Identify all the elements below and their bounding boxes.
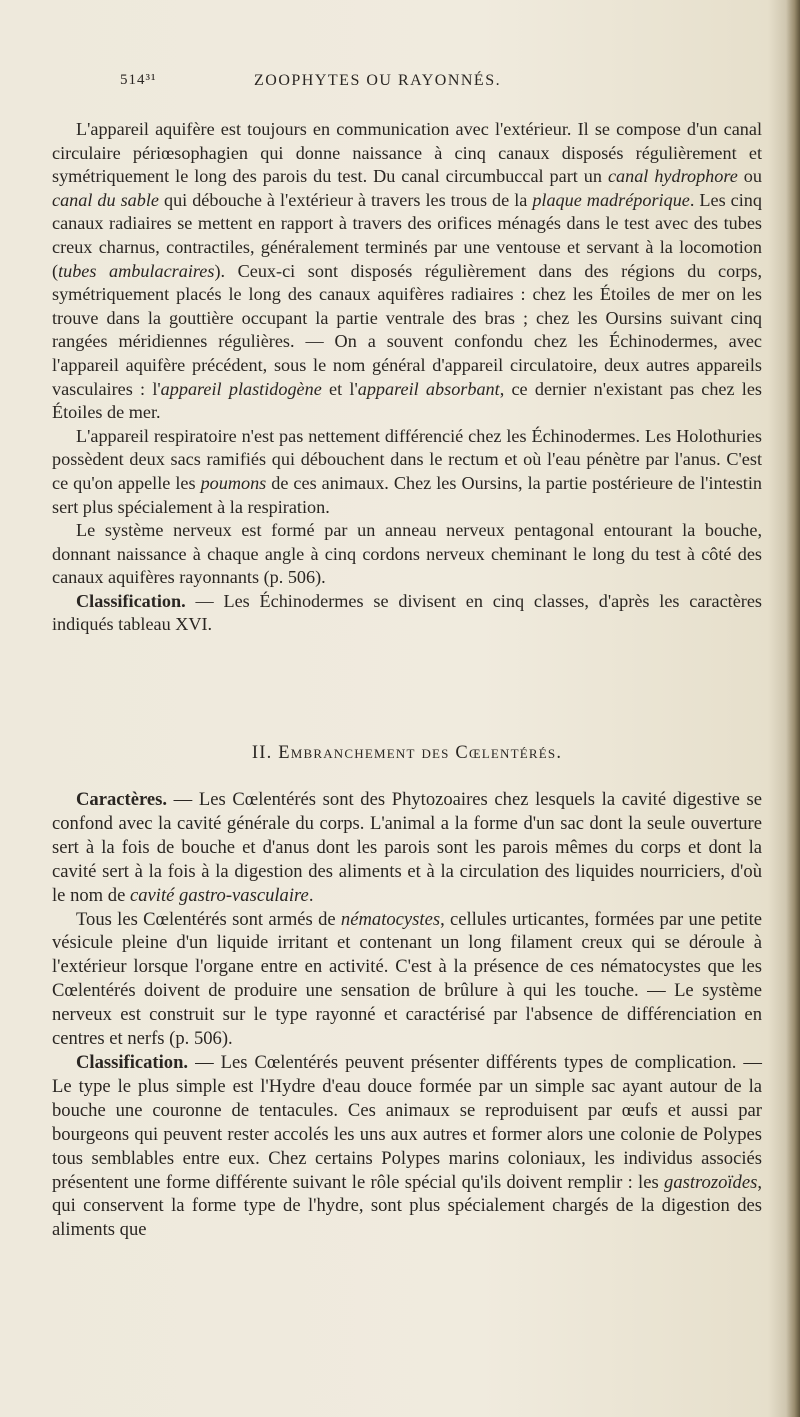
italic-term: nématocystes — [340, 908, 441, 930]
italic-term: plaque madréporique — [532, 189, 690, 210]
page-number: 514³¹ — [120, 72, 157, 88]
text-run: , qui conservent la forme type de l'hydre, sont plus spécialement chargés de la digestion des aliments que — [52, 1171, 762, 1241]
bold-label: Classification. — [76, 590, 186, 611]
italic-term: appareil plastidogène — [160, 378, 322, 399]
text-run: et l' — [321, 378, 358, 399]
italic-term: poumons — [200, 472, 267, 493]
italic-term: cavité gastro-vasculaire — [129, 884, 309, 906]
paragraph-caracteres — [52, 788, 762, 908]
italic-term: appareil absorbant — [357, 378, 500, 399]
paragraph-aquifer — [52, 118, 762, 425]
paragraph-classification-echinodermes — [52, 590, 762, 637]
paragraph-respiratory — [52, 425, 762, 519]
italic-term: tubes ambulacraires — [58, 260, 215, 281]
text-run: qui débouche à l'extérieur à travers les trous de la — [158, 189, 533, 210]
text-run: L'appareil respiratoire n'est pas nettement différencié chez les Échinodermes. Les Holothuries possèdent deux sacs ramifiés qui débouchent dans le rectum et où l'eau pénètre par l'anus. C'est ce qu'on appelle les — [52, 425, 762, 493]
italic-term: gastrozoïdes — [664, 1171, 758, 1193]
text-run: L'appareil aquifère est toujours en communication avec l'extérieur. Il se compose d'un canal circulaire périœsophagien qui donne naissance à cinq canaux disposés régulièrement et symétriquement le long des parois du test. Du canal circumbuccal part un — [52, 119, 762, 187]
bold-label: Caractères. — [76, 789, 168, 810]
bold-label: Classification. — [76, 1051, 189, 1073]
text-run: ). Ceux-ci sont disposés régulièrement dans des régions du corps, symétriquement placés le long des canaux aquifères radiaires : chez les Étoiles de mer on les trouve dans la gouttière occupant la partie ventrale des bras ; chez les Oursins suivant cinq rangées méridiennes régulières. — On a souvent confondu chez les Échinodermes, avec l'appareil aquifère précédent, sous le nom général d'appareil circulatoire, deux autres appareils vasculaires : l' — [52, 260, 762, 399]
page-header — [120, 72, 760, 96]
running-title: ZOOPHYTES OU RAYONNÉS. — [254, 72, 502, 89]
text-run: , cellules urticantes, formées par une petite vésicule pleine d'un liquide irritant et contenant un long filament creux qui se déroule à l'extérieur lorsque l'organe entre en activité. C'est à la présence de ces nématocystes que les Cœlentérés doivent de produire une sensation de brûlure à qui les touche. — Le système nerveux est construit sur le type rayonné et caractérisé par l'absence de différenciation en centres et nerfs (p. 506). — [52, 908, 762, 1050]
paragraph-classification-coelenteres — [52, 1051, 762, 1242]
text-run: , ce dernier n'existant pas chez les Étoiles de mer. — [52, 378, 762, 423]
paragraph-nervous: Le système nerveux est formé par un anneau nerveux pentagonal entourant la bouche, donnant naissance à chaque angle à cinq cordons nerveux cheminant le long du test à côté des canaux aquifères rayonnants (p. 506). — [52, 520, 762, 588]
paragraph-nematocystes — [52, 908, 762, 1051]
page-edge-shadow — [786, 0, 800, 1417]
text-run: de ces animaux. Chez les Oursins, la partie postérieure de l'intestin sert plus spécialement à la respiration. — [52, 472, 763, 517]
text-block-echinodermes — [52, 118, 762, 637]
italic-term: canal du sable — [52, 189, 159, 210]
section-heading: II. Embranchement des Cœlentérés. — [251, 743, 563, 763]
italic-term: canal hydrophore — [607, 166, 738, 187]
text-block-coelenteres — [52, 788, 762, 1242]
text-run: — Les Échinodermes se divisent en cinq classes, d'après les caractères indiqués tableau XVI. — [52, 590, 762, 635]
text-run: ou — [737, 166, 762, 187]
text-run: . — [308, 884, 314, 906]
text-run: — Les Cœlentérés peuvent présenter différents types de complication. — Le type le plus simple est l'Hydre d'eau douce formée par un simple sac ayant autour de la bouche une couronne de tentacules. Ces animaux se reproduisent par œufs et aussi par bourgeons qui peuvent rester accolés les uns aux autres et former alors une colonie de Polypes tous semblables entre eux. Chez certains Polypes marins coloniaux, les individus associés présentent une forme différente suivant le rôle spécial qu'ils doivent remplir : les — [52, 1051, 762, 1193]
text-run: . Les cinq canaux radiaires se mettent en rapport à travers des orifices ménagés dans le test avec des tubes creux charnus, contractiles, généralement terminés par une ventouse et servant à la locomotion ( — [52, 189, 762, 281]
text-run: — Les Cœlentérés sont des Phytozoaires chez lesquels la cavité digestive se confond avec la cavité générale du corps. L'animal a la forme d'un sac dont la seule ouverture sert à la fois de bouche et d'anus dont les parois sont les parois mêmes du corps et dont la cavité sert à la fois à la digestion des aliments et à la circulation des liquides nourriciers, d'où le nom de — [52, 789, 762, 906]
text-run: Tous les Cœlentérés sont armés de — [76, 908, 341, 930]
